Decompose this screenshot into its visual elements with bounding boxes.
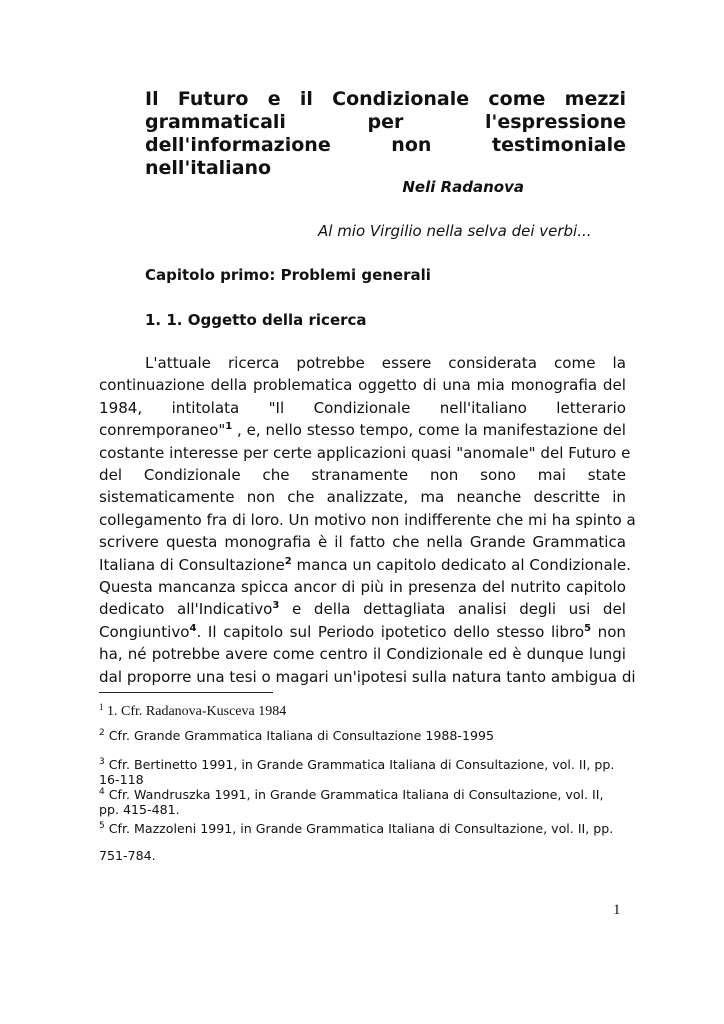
footnote-ref-5[interactable]: 5	[584, 622, 592, 634]
footnote-number: 3	[99, 757, 105, 767]
footnote-text: Cfr. Bertinetto 1991, in Grande Grammatica Italiana di Consultazione, vol. II, pp. 16-118	[99, 757, 615, 787]
body-text-fragment: dedicato all'Indicativo	[99, 600, 273, 619]
footnote-ref-1[interactable]: 1	[225, 421, 233, 433]
footnote-number: 5	[99, 821, 105, 831]
footnote-5-continuation	[99, 848, 626, 863]
document-title: Il Futuro e il Condizionale come mezzi grammaticali per l'espressione dell'informazione non testimoniale nell'italiano	[145, 88, 626, 179]
footnote-ref-3[interactable]: 3	[272, 600, 280, 612]
body-line: ha, né potrebbe avere come centro il Condizionale ed è dunque lungi	[99, 645, 626, 664]
footnote-text: Cfr. Wandruszka 1991, in Grande Grammatica Italiana di Consultazione, vol. II, pp. 415-481.	[99, 787, 604, 817]
dedication: Al mio Virgilio nella selva dei verbi...	[318, 222, 592, 240]
body-text-fragment: Congiuntivo	[99, 622, 190, 641]
footnote-text: 1. Cfr. Radanova-Kusceva 1984	[103, 704, 287, 719]
author-name: Neli Radanova	[402, 178, 524, 196]
body-line: costante interesse per certe applicazioni quasi "anomale" del Futuro e	[99, 443, 631, 462]
body-line: Questa mancanza spicca ancor di più in presenza del nutrito capitolo	[99, 578, 626, 597]
body-text-fragment: , e, nello stesso tempo, come la manifestazione del	[232, 421, 626, 440]
page-number: 1	[613, 902, 621, 918]
footnote-number: 1	[99, 702, 104, 712]
footnote-text: Cfr. Grande Grammatica Italiana di Consultazione 1988-1995	[104, 728, 495, 743]
body-line	[99, 621, 626, 643]
footnote-text: Cfr. Mazzoleni 1991, in Grande Grammatica Italiana di Consultazione, vol. II, pp.	[104, 821, 614, 836]
footnote-text: 751-784.	[99, 848, 156, 863]
body-text-fragment: conremporaneo"	[99, 421, 226, 440]
body-line: scrivere questa monografia è il fatto che nella Grande Grammatica	[99, 533, 626, 552]
footnote-3	[99, 757, 626, 787]
footnote-5	[99, 821, 626, 836]
body-line: L'attuale ricerca potrebbe essere considerata come la	[145, 354, 626, 372]
footnote-2	[99, 728, 626, 743]
body-text-fragment: . Il capitolo sul Periodo ipotetico dello stesso libro	[196, 622, 585, 641]
body-text-fragment: e della dettagliata analisi degli usi del	[279, 600, 626, 619]
footnote-4	[99, 787, 626, 817]
section-heading: 1. 1. Oggetto della ricerca	[145, 311, 367, 329]
chapter-heading: Capitolo primo: Problemi generali	[145, 266, 431, 284]
body-paragraph	[99, 352, 636, 688]
footnote-ref-4[interactable]: 4	[189, 622, 197, 634]
footnote-separator	[99, 692, 273, 693]
body-line: collegamento fra di loro. Un motivo non indifferente che mi ha spinto a	[99, 510, 636, 529]
footnote-ref-2[interactable]: 2	[284, 555, 292, 567]
body-text-fragment: Italiana di Consultazione	[99, 555, 285, 574]
body-text-fragment: non	[591, 622, 627, 641]
body-line: del Condizionale che stranamente non sono mai state	[99, 466, 626, 485]
body-line	[99, 554, 631, 576]
body-line: sistematicamente non che analizzate, ma neanche descritte in	[99, 488, 626, 507]
footnote-1	[99, 704, 626, 719]
footnote-number: 4	[99, 787, 105, 797]
body-line: continuazione della problematica oggetto di una mia monografia del	[99, 376, 626, 395]
body-line: 1984, intitolata "Il Condizionale nell'italiano letterario	[99, 398, 626, 417]
body-line: dal proporre una tesi o magari un'ipotesi sulla natura tanto ambigua di	[99, 667, 636, 686]
body-text-fragment: manca un capitolo dedicato al Condizionale.	[291, 555, 631, 574]
body-line	[99, 419, 626, 441]
body-line	[99, 598, 626, 620]
footnote-number: 2	[99, 728, 105, 738]
